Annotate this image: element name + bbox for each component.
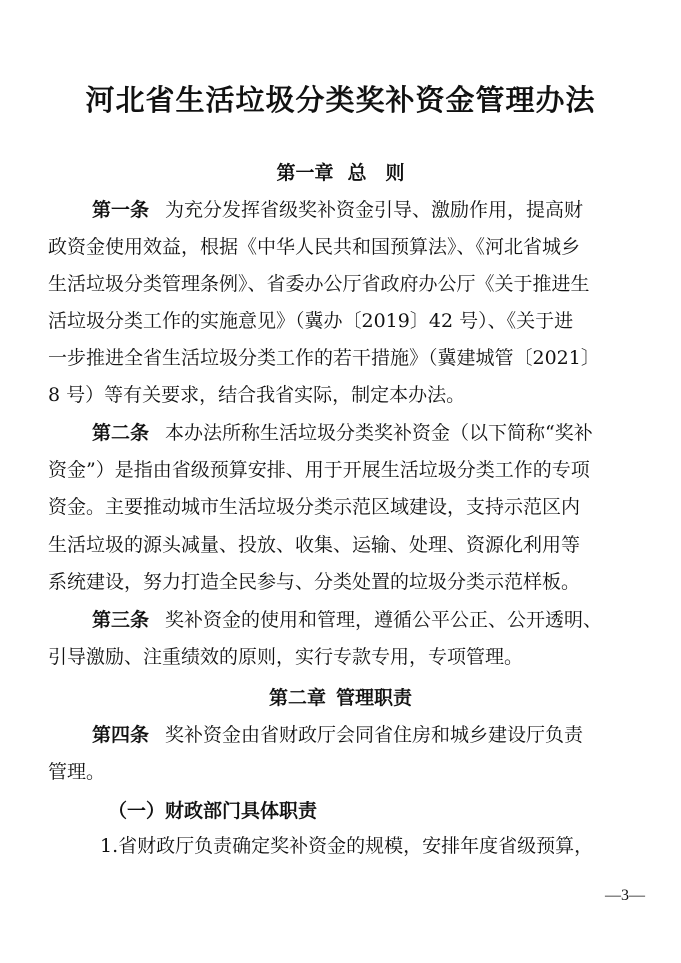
article-3-text-1: 奖补资金的使用和管理，遵循公平公正、公开透明、	[165, 609, 603, 631]
article-2-line-1	[92, 421, 681, 445]
article-1-line-1	[92, 198, 681, 222]
article-1-line-6: 8 号）等有关要求，结合我省实际，制定本办法。	[48, 384, 466, 406]
chapter-2-name: 管理职责	[336, 687, 413, 709]
article-1-label: 第一条	[92, 199, 150, 221]
article-2-text-1: 本办法所称生活垃圾分类奖补资金（以下简称“奖补	[165, 422, 593, 444]
chapter-1-number: 第一章	[276, 162, 334, 184]
article-2-line-5: 系统建设，努力打造全民参与、分类处置的垃圾分类示范样板。	[48, 571, 581, 593]
article-4-text-1: 奖补资金由省财政厅会同省住房和城乡建设厅负责	[165, 724, 584, 746]
article-1-text-1: 为充分发挥省级奖补资金引导、激励作用，提高财	[165, 199, 584, 221]
document-title: 河北省生活垃圾分类奖补资金管理办法	[85, 83, 596, 117]
section-1-heading: （一）财政部门具体职责	[108, 800, 318, 822]
article-2-line-2: 资金”）是指由省级预算安排、用于开展生活垃圾分类工作的专项	[48, 459, 590, 481]
article-2-line-3: 资金。主要推动城市生活垃圾分类示范区域建设，支持示范区内	[48, 496, 581, 518]
article-4-label: 第四条	[92, 724, 150, 746]
item-1-text: 1.省财政厅负责确定奖补资金的规模，安排年度省级预算，	[100, 835, 594, 857]
article-2-line-4: 生活垃圾的源头减量、投放、收集、运输、处理、资源化利用等	[48, 534, 581, 556]
chapter-1-heading	[0, 158, 681, 185]
article-1-line-4: 活垃圾分类工作的实施意见》（冀办〔2019〕42 号）、《关于进	[48, 310, 574, 332]
article-3-line-2: 引导激励、注重绩效的原则，实行专款专用，专项管理。	[48, 646, 524, 668]
chapter-2-heading	[0, 683, 681, 710]
page-number: —3—	[605, 887, 645, 904]
article-1-line-2: 政资金使用效益，根据《中华人民共和国预算法》、《河北省城乡	[48, 236, 581, 258]
article-3-label: 第三条	[92, 609, 150, 631]
article-1-line-5: 一步推进全省生活垃圾分类工作的若干措施》（冀建城管〔2021〕	[48, 347, 600, 369]
article-4-line-2: 管理。	[48, 761, 106, 783]
chapter-1-name: 总 则	[347, 162, 405, 184]
article-4-line-1	[92, 723, 681, 747]
article-2-label: 第二条	[92, 422, 150, 444]
chapter-2-number: 第二章	[268, 687, 326, 709]
article-3-line-1	[92, 608, 681, 632]
article-1-line-3: 生活垃圾分类管理条例》、省委办公厅省政府办公厅《关于推进生	[48, 273, 590, 295]
